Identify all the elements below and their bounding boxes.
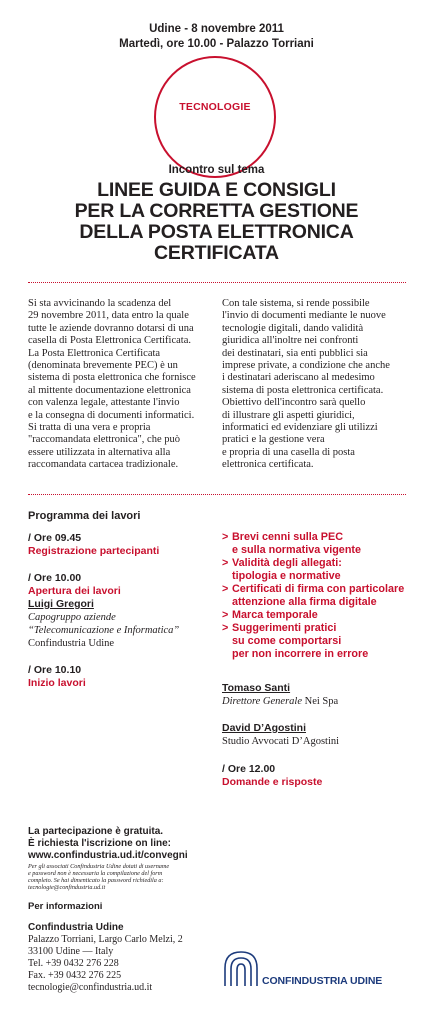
text-line: casella di Posta Elettronica Certificata.	[28, 335, 191, 347]
text-line: con valenza legale, attestante l'invio	[28, 397, 180, 409]
time-slot: / Ore 09.45	[28, 532, 82, 544]
agenda-text: su come comportarsi	[232, 635, 342, 647]
agenda-item	[222, 531, 404, 544]
text-line: tecnologie digitali, dando validità	[222, 322, 364, 334]
title-line: CERTIFICATA	[154, 242, 279, 264]
contact-fax: Fax. +39 0432 276 225	[28, 970, 122, 981]
agenda-text: Certificati di firma con particolare	[232, 583, 405, 595]
text-line: elettronica certificata.	[222, 459, 314, 471]
text-line: Con tale sistema, si rende possibile	[222, 298, 370, 309]
text-line: sistema di posta elettronica certificata.	[222, 384, 384, 396]
chevron-right-icon: >	[222, 583, 229, 595]
text-line: e la consegna di documenti informatici.	[28, 409, 195, 421]
speaker-role: Direttore Generale	[222, 696, 302, 707]
divider	[28, 494, 406, 495]
contact-city: 33100 Udine — Italy	[28, 946, 114, 957]
event-time-place: Martedì, ore 10.00 - Palazzo Torriani	[119, 38, 314, 50]
text-line: 29 novembre 2011, data entro la quale	[28, 310, 189, 322]
time-slot: / Ore 10.00	[28, 572, 82, 584]
fine-line: tecnologie@confindustria.ud.it	[28, 884, 106, 891]
agenda-text: Brevi cenni sulla PEC	[232, 531, 344, 543]
time-slot: / Ore 12.00	[222, 763, 276, 775]
event-item: Inizio lavori	[28, 677, 86, 689]
text-line: l'invio di documenti mediante le nuove	[222, 310, 386, 322]
agenda-item	[222, 583, 404, 596]
agenda-text: tipologia e normative	[232, 570, 341, 582]
info-title: Per informazioni	[28, 901, 103, 912]
chevron-right-icon: >	[222, 531, 229, 543]
text-line: Si sta avvicinando la scadenza del	[28, 298, 172, 309]
event-header	[0, 22, 433, 52]
agenda-text: e sulla normativa vigente	[232, 544, 362, 556]
contact-address: Palazzo Torriani, Largo Carlo Melzi, 2	[28, 934, 183, 945]
agenda-text: attenzione alla firma digitale	[232, 596, 377, 608]
text-line: tutte le aziende dovranno dotarsi di una	[28, 322, 194, 334]
intro-right-column	[222, 298, 412, 472]
category-label: TECNOLOGIE	[179, 101, 251, 113]
text-line: La Posta Elettronica Certificata	[28, 347, 161, 359]
speaker-org: Confindustria Udine	[28, 638, 115, 649]
event-item: Domande e risposte	[222, 776, 323, 788]
time-slot: / Ore 10.10	[28, 664, 82, 676]
speaker-block	[222, 682, 338, 708]
speaker-name: Tomaso Santi	[222, 682, 291, 694]
contact-name: Confindustria Udine	[28, 922, 124, 933]
chevron-right-icon: >	[222, 609, 229, 621]
title-line: PER LA CORRETTA GESTIONE	[74, 200, 359, 222]
logo-mark-icon	[222, 944, 260, 988]
agenda-text: Suggerimenti pratici	[232, 622, 337, 634]
registration-info	[28, 826, 188, 862]
text-line: essere utilizzata in alternativa alla	[28, 446, 171, 458]
event-subtitle: Incontro sul tema	[168, 164, 265, 176]
text-line: e propria di una casella di posta	[222, 446, 355, 458]
speaker-role: Capogruppo aziende	[28, 612, 116, 623]
agenda-text: per non incorrere in errore	[232, 648, 369, 660]
event-item: Apertura dei lavori	[28, 585, 121, 597]
contact-email[interactable]: tecnologie@confindustria.ud.it	[28, 982, 153, 993]
speaker-org: Studio Avvocati D’Agostini	[222, 736, 340, 747]
intro-left-column	[28, 298, 213, 472]
speaker-name: Luigi Gregori	[28, 598, 94, 610]
agenda-list	[222, 531, 404, 661]
divider	[28, 282, 406, 283]
text-line: di illustrare gli aspetti giuridici,	[222, 409, 355, 421]
text-line: Obiettivo dell'incontro sarà quello	[222, 397, 366, 409]
title-line: DELLA POSTA ELETTRONICA	[79, 221, 354, 243]
fine-line: completo. Se hai dimenticato la password richiedila a:	[28, 877, 164, 884]
text-line: informatici ed evidenziare gli utilizzi	[222, 422, 378, 434]
text-line: imprese private, a condizione che anche	[222, 360, 390, 372]
agenda-item	[222, 557, 404, 570]
text-line: sistema di posta elettronica che fornisce	[28, 372, 196, 384]
free-participation: La partecipazione è gratuita.	[28, 826, 164, 837]
text-line: dei destinatari, sia enti pubblici sia	[222, 347, 368, 359]
agenda-text: Validità degli allegati:	[232, 557, 342, 569]
text-line: (denominata brevemente PEC) è un	[28, 360, 178, 372]
event-title	[20, 180, 413, 264]
text-line: raccomandata cartacea tradizionale.	[28, 459, 179, 471]
speaker-block	[222, 722, 339, 748]
text-line: i destinatari aderiscano al medesimo	[222, 372, 375, 384]
contact-block	[28, 922, 183, 994]
event-date: Udine - 8 novembre 2011	[149, 23, 284, 35]
event-item: Registrazione partecipanti	[28, 545, 160, 557]
fine-line: e password non è necessaria la compilazione del form	[28, 870, 163, 877]
chevron-right-icon: >	[222, 622, 229, 634]
programma-title: Programma dei lavori	[28, 510, 141, 522]
agenda-text: Marca temporale	[232, 609, 318, 621]
fine-line: Per gli associati Confindustria Udine dotati di username	[28, 863, 170, 870]
category-badge	[154, 56, 276, 178]
title-line: LINEE GUIDA E CONSIGLI	[97, 179, 336, 201]
chevron-right-icon: >	[222, 557, 229, 569]
text-line: pratici e la gestione vera	[222, 434, 325, 446]
text-line: giuridica all'inoltre nei confronti	[222, 335, 359, 347]
logo-text: CONFINDUSTRIA UDINE	[262, 975, 383, 987]
speaker-name: David D’Agostini	[222, 722, 307, 734]
agenda-item	[222, 609, 404, 622]
fine-print	[28, 863, 198, 891]
program-left-column	[28, 532, 218, 690]
text-line: Si tratta di una vera e propria	[28, 422, 151, 434]
confindustria-logo	[222, 944, 422, 992]
registration-link[interactable]: www.confindustria.ud.it/convegni	[28, 850, 188, 861]
text-line: al mittente documentazione elettronica	[28, 384, 191, 396]
speaker-role: “Telecomunicazione e Informatica”	[28, 625, 180, 636]
speaker-org: Nei Spa	[302, 696, 339, 707]
contact-phone: Tel. +39 0432 276 228	[28, 958, 119, 969]
text-line: "raccomandata elettronica", che può	[28, 434, 180, 446]
registration-required: È richiesta l'iscrizione on line:	[28, 838, 171, 849]
program-right-column	[222, 763, 322, 789]
agenda-item	[222, 622, 404, 635]
